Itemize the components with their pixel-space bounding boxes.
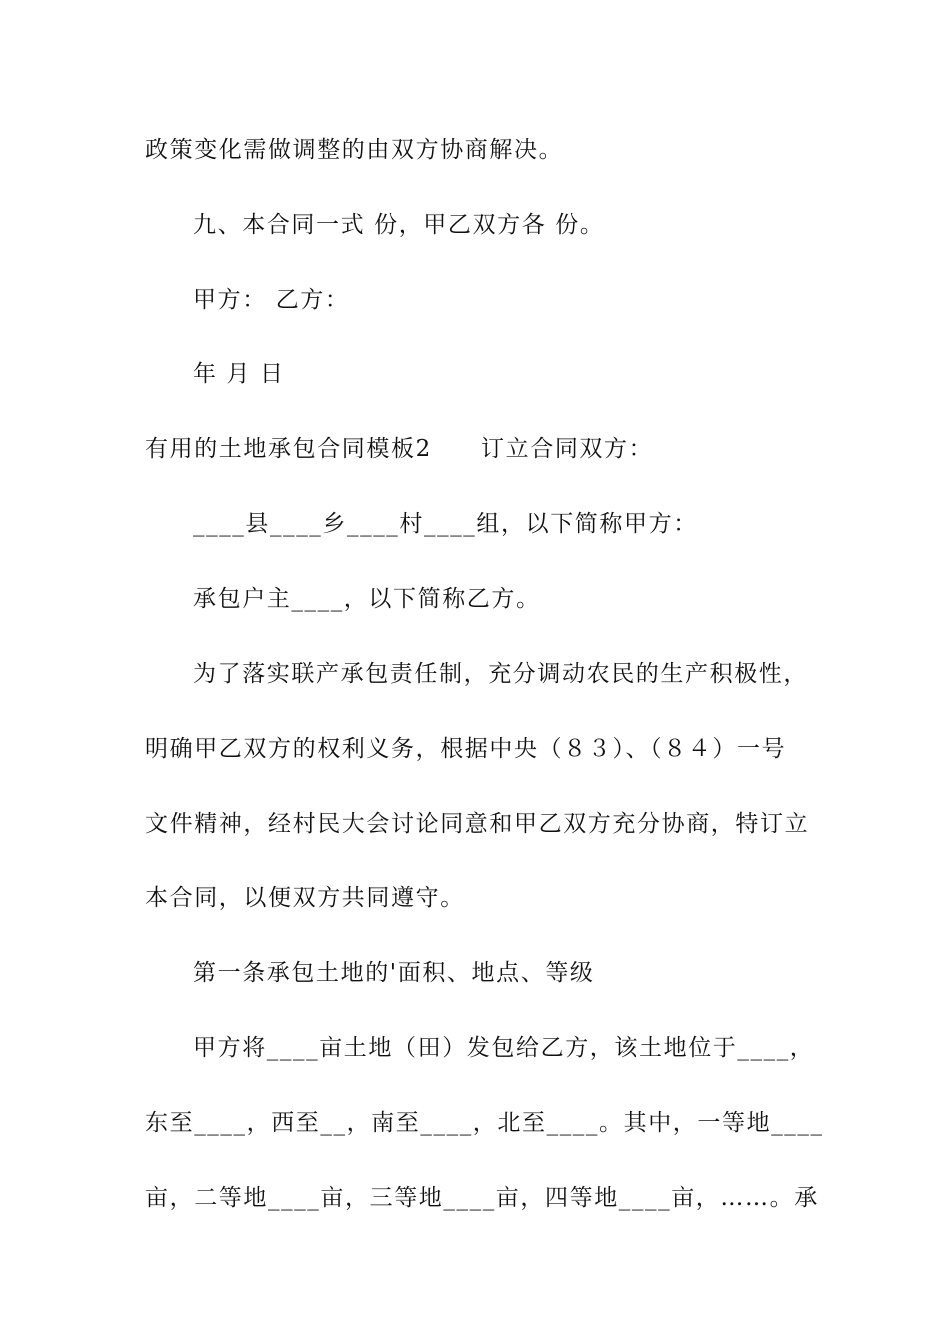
paragraph-line-11: 本合同，以便双方共同遵守。 (145, 885, 465, 911)
paragraph-line-8: 为了落实联产承包责任制，充分调动农民的生产积极性， (193, 661, 808, 687)
party-b-line: 承包户主____，以下简称乙方。 (193, 586, 541, 612)
paragraph-line-1: 政策变化需做调整的由双方协商解决。 (145, 137, 564, 163)
article-one-heading: 第一条承包土地的'面积、地点、等级 (193, 960, 595, 986)
template-title-line: 有用的土地承包合同模板2 订立合同双方： (145, 436, 654, 462)
clause-nine-line: 九、本合同一式 份，甲乙双方各 份。 (193, 212, 605, 238)
paragraph-line-14: 东至____，西至__，南至____，北至____。其中，一等地____ (145, 1110, 824, 1136)
signature-parties-line: 甲方： 乙方： (193, 287, 350, 313)
paragraph-line-10: 文件精神，经村民大会讨论同意和甲乙双方充分协商，特订立 (145, 811, 810, 837)
paragraph-line-13: 甲方将____亩土地（田）发包给乙方，该土地位于____， (193, 1035, 815, 1061)
party-a-line: ____县____乡____村____组，以下简称甲方： (193, 511, 698, 537)
date-line: 年 月 日 (193, 361, 285, 387)
paragraph-line-9: 明确甲乙双方的权利义务，根据中央（８３）、（８４）一号 (145, 736, 787, 762)
paragraph-line-15: 亩，二等地____亩，三等地____亩，四等地____亩，……。承 (145, 1185, 819, 1211)
